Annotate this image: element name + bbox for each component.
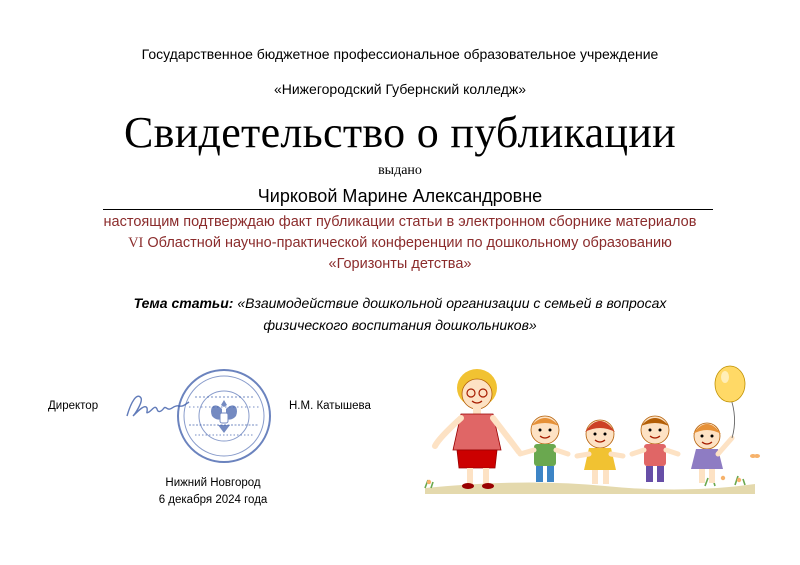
place: Нижний Новгород — [165, 477, 261, 489]
body-line-3: «Горизонты детства» — [328, 256, 472, 272]
recipient-name: Чирковой Марине Александровне — [257, 186, 543, 206]
certificate-title: Свидетельство о публикации — [123, 108, 677, 157]
director-name: Н.М. Катышева — [289, 400, 371, 412]
topic-label: Тема статьи: — [133, 295, 234, 311]
topic-line-2: физического воспитания дошкольников» — [263, 317, 537, 333]
place-and-date — [133, 475, 293, 509]
body-line-2 — [0, 235, 800, 252]
institution-line-2: «Нижегородский Губернский колледж» — [273, 81, 527, 97]
article-topic — [0, 292, 800, 336]
roman-numeral: VI — [128, 235, 144, 251]
body-line-2-text: Областной научно-практической конференции по дошкольному образованию — [143, 235, 672, 251]
topic-line-1: «Взаимодействие дошкольной организации с семьей в вопросах — [233, 295, 667, 311]
director-label: Директор — [48, 400, 99, 412]
date: 6 декабря 2024 года — [158, 494, 268, 506]
signature-icon — [123, 388, 193, 423]
issued-label: выдано — [378, 163, 422, 178]
teacher-and-children-illustration — [405, 360, 770, 500]
institution-line-1: Государственное бюджетное профессиональное образовательное учреждение — [141, 46, 659, 62]
body-line-1: настоящим подтверждаю факт публикации статьи в электронном сборнике материалов — [103, 214, 697, 230]
name-underline — [103, 209, 713, 210]
